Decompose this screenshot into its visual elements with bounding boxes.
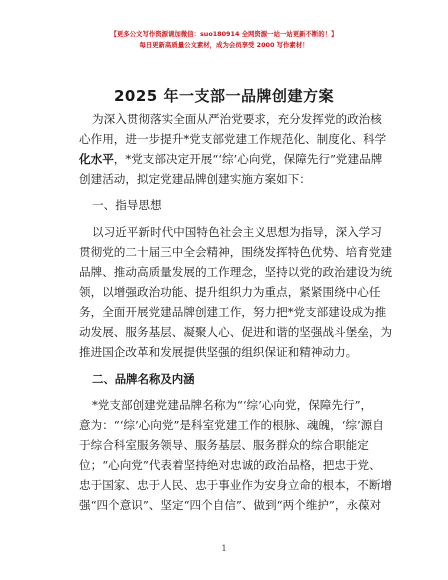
section-1-line: 务，全面开展党建品牌创建工作，努力把*党支部建设成为推 [79,305,387,319]
intro-line-2: 心作用，进一步提升*党支部党建工作规范化、制度化、科学 [79,132,387,146]
section-2-heading: 二、品牌名称及内涵 [92,372,195,386]
section-1-line: 推进国企改革和发展提供坚强的组织保证和精神动力。 [79,345,358,359]
section-2-line: *党支部创建党建品牌名称为“‘综’心向党，保障先行”， [92,398,373,412]
section-2-line: 意为：“‘综’心向党”是科室党建工作的根脉、魂魄，‘综’源自 [79,418,384,432]
intro-line-4: 创建活动，拟定党建品牌创建实施方案如下： [79,172,311,186]
section-2-line: 位；“心向党”代表着坚持绝对忠诚的政治品格，把忠于党、 [79,458,381,472]
section-1-heading: 一、指导思想 [92,198,162,212]
page-number: 1 [221,544,227,553]
intro-line-1: 为深入贯彻落实全面从严治党要求，充分发挥党的政治核 [92,112,382,126]
section-2-line: 强“四个意识”、坚定“四个自信”、做到“两个维护”，永葆对 [79,498,382,512]
intro-line-3 [79,151,382,167]
section-1-line: 动发展、服务基层、凝聚人心、促进和谐的坚强战斗堡垒，为 [79,325,393,339]
promo-banner-line-2: 每日更新高质量公文素材，成为会员享受 2000 写作素材！ [139,41,309,49]
promo-banner-line-1: 【更多公文写作资源请加微信：suo180914 全网资源一站一站更新不断的！】 [110,30,338,38]
section-1-line: 贯彻党的二十届三中全会精神，围绕发挥特色优势、培育党建 [79,245,393,259]
section-1-line: 品牌、推动高质量发展的工作理念，坚持以党的政治建设为统 [79,265,393,279]
section-2-line: 忠于国家、忠于人民、忠于事业作为安身立命的根本，不断增 [79,478,393,492]
intro-bold-text: 化水平 [79,152,114,166]
section-1-line: 领，以增强政治功能、提升组织力为重点，紧紧围绕中心任 [79,285,381,299]
section-1-line: 以习近平新时代中国特色社会主义思想为指导，深入学习 [92,225,382,239]
intro-line-3-rest: ，*党支部决定开展“‘综’心向党，保障先行”党建品牌 [113,152,383,166]
document-title: 2025 年一支部一品牌创建方案 [114,87,334,105]
section-2-line: 于综合科室服务领导、服务基层、服务群众的综合职能定 [79,438,369,452]
